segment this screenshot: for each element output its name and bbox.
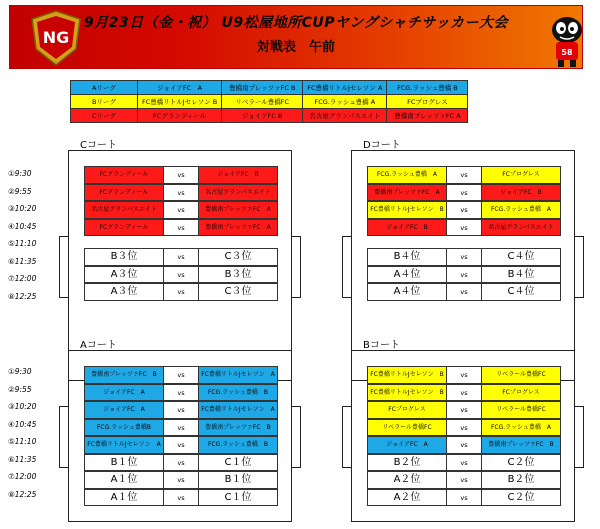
away-team: FC豊橋リトルJセレソン A: [198, 401, 278, 419]
home-placement: A３位: [84, 283, 164, 301]
home-team: リベラール豊橋FC: [367, 419, 447, 437]
goal-area-right: [575, 406, 584, 468]
away-placement: C３位: [198, 283, 278, 301]
placement-row: [84, 283, 278, 301]
league-team: FCG.ラッシュ豊橋 A: [303, 95, 387, 109]
away-team: FCプログレス: [481, 384, 561, 402]
away-team: 豊橋南プレッツァFC A: [198, 201, 278, 219]
header-banner: [9, 5, 583, 69]
vs-label: vs: [447, 384, 481, 402]
vs-label: vs: [164, 454, 198, 472]
vs-label: vs: [164, 471, 198, 489]
vs-label: vs: [164, 248, 198, 266]
placement-row: [367, 266, 561, 284]
away-team: ジョイアFC B: [481, 184, 561, 202]
time-slot: ⑥11:35: [8, 256, 37, 266]
match-row: [367, 184, 561, 202]
league-team: FC豊橋リトルJセレソン B: [138, 95, 222, 109]
match-row: [84, 436, 278, 454]
vs-label: vs: [164, 436, 198, 454]
league-team: ジョイアFC B: [222, 109, 303, 123]
court-c-title: Cコート: [80, 140, 117, 151]
vs-label: vs: [164, 184, 198, 202]
league-team: 豊橋南プレッツァFC B: [222, 81, 303, 95]
home-team: FCグランディール: [84, 219, 164, 237]
home-team: 名古屋グランパスエイト: [84, 201, 164, 219]
league-team: 豊橋南プレッツァFC A: [387, 109, 468, 123]
vs-label: vs: [447, 184, 481, 202]
placement-row: [367, 471, 561, 489]
home-placement: A２位: [367, 489, 447, 507]
time-column-bottom: [8, 363, 36, 503]
vs-label: vs: [447, 454, 481, 472]
away-placement: C２位: [481, 454, 561, 472]
placement-row: [367, 248, 561, 266]
league-name: Aリーグ: [71, 81, 138, 95]
away-team: FCプログレス: [481, 166, 561, 184]
match-row: [367, 436, 561, 454]
away-placement: B３位: [198, 266, 278, 284]
match-row: [367, 384, 561, 402]
match-row: [84, 219, 278, 237]
time-slot: ②9:55: [8, 186, 32, 196]
home-placement: A２位: [367, 471, 447, 489]
court-a-title: Aコート: [80, 340, 117, 351]
away-team: 名古屋グランパスエイト: [481, 219, 561, 237]
time-slot: ③10:20: [8, 402, 37, 411]
vs-label: vs: [447, 283, 481, 301]
home-placement: B１位: [84, 454, 164, 472]
match-row: [367, 201, 561, 219]
league-team: FCG.ラッシュ豊橋 B: [387, 81, 468, 95]
court-b: [351, 350, 575, 522]
league-team: FC豊橋リトルJセレソン A: [303, 81, 387, 95]
away-team: ジョイアFC B: [198, 166, 278, 184]
home-team: FCグランディール: [84, 184, 164, 202]
match-row: [367, 366, 561, 384]
match-row: [367, 401, 561, 419]
home-team: ジョイアFC A: [84, 384, 164, 402]
league-team: FCプログレス: [387, 95, 468, 109]
placement-row: [84, 489, 278, 507]
vs-label: vs: [164, 401, 198, 419]
away-placement: B４位: [481, 266, 561, 284]
away-team: FCG.ラッシュ豊橋 B: [198, 384, 278, 402]
vs-label: vs: [164, 489, 198, 507]
home-team: ジョイアFC B: [367, 219, 447, 237]
time-slot: ⑤11:10: [8, 239, 37, 248]
home-team: ジョイアFC A: [367, 436, 447, 454]
away-team: 豊橋南プレッツァFC B: [198, 419, 278, 437]
goal-area-right: [575, 236, 584, 298]
court-b-title: Bコート: [363, 340, 400, 351]
league-name: Cリーグ: [71, 109, 138, 123]
goal-area-right: [292, 406, 301, 468]
goal-area-left: [59, 236, 68, 298]
away-team: 豊橋南プレッツァFC A: [198, 219, 278, 237]
vs-label: vs: [447, 166, 481, 184]
league-legend: [70, 80, 468, 123]
vs-label: vs: [447, 366, 481, 384]
home-team: 豊橋南プレッツァFC A: [367, 184, 447, 202]
match-row: [84, 201, 278, 219]
vs-label: vs: [447, 419, 481, 437]
away-placement: C４位: [481, 248, 561, 266]
time-slot: ⑤11:10: [8, 437, 37, 446]
logo-text: NG: [42, 28, 70, 47]
page-title: 9月23日（金・祝） U9松屋地所CUPヤングシャチサッカー大会: [83, 15, 509, 31]
time-column-top: [8, 165, 36, 305]
league-team: FCグランディール: [138, 109, 222, 123]
away-placement: C１位: [198, 489, 278, 507]
time-slot: ④10:45: [8, 221, 37, 231]
court-a: [68, 350, 292, 522]
away-team: FCG.ラッシュ豊橋 A: [481, 201, 561, 219]
placement-row: [367, 283, 561, 301]
time-slot: ④10:45: [8, 419, 37, 429]
away-team: 豊橋南プレッツァFC B: [481, 436, 561, 454]
match-row: [84, 184, 278, 202]
court-d-title: Dコート: [363, 140, 401, 151]
league-team: 名古屋グランパスエイト: [303, 109, 387, 123]
home-placement: A３位: [84, 266, 164, 284]
home-placement: A４位: [367, 266, 447, 284]
goal-area-right: [292, 236, 301, 298]
home-team: FC豊橋リトルJセレソン B: [367, 366, 447, 384]
vs-label: vs: [447, 401, 481, 419]
goal-area-left: [342, 406, 351, 468]
vs-label: vs: [164, 266, 198, 284]
away-placement: C２位: [481, 489, 561, 507]
time-slot: ①9:30: [8, 169, 32, 178]
time-slot: ⑦12:00: [8, 472, 37, 481]
placement-row: [84, 248, 278, 266]
vs-label: vs: [164, 384, 198, 402]
vs-label: vs: [164, 166, 198, 184]
away-team: FC豊橋リトルJセレソン A: [198, 366, 278, 384]
match-row: [84, 401, 278, 419]
league-team: リベラール豊橋FC: [222, 95, 303, 109]
home-team: FCグランディール: [84, 166, 164, 184]
away-placement: B２位: [481, 471, 561, 489]
placement-row: [84, 471, 278, 489]
vs-label: vs: [164, 366, 198, 384]
match-row: [367, 219, 561, 237]
court-d: [351, 150, 575, 381]
mascot-icon: [546, 12, 588, 68]
vs-label: vs: [164, 283, 198, 301]
goal-area-left: [59, 406, 68, 468]
home-team: FC豊橋リトルJセレソン B: [367, 201, 447, 219]
home-placement: B４位: [367, 248, 447, 266]
match-row: [84, 419, 278, 437]
mascot-text: 58: [561, 48, 573, 57]
match-row: [367, 419, 561, 437]
vs-label: vs: [447, 248, 481, 266]
home-team: ジョイアFC A: [84, 401, 164, 419]
away-team: 名古屋グランパスエイト: [198, 184, 278, 202]
placement-row: [367, 489, 561, 507]
vs-label: vs: [447, 489, 481, 507]
away-placement: C３位: [198, 248, 278, 266]
league-name: Bリーグ: [71, 95, 138, 109]
goal-area-left: [342, 236, 351, 298]
away-placement: B１位: [198, 471, 278, 489]
home-team: FCG.ラッシュ豊橋 A: [367, 166, 447, 184]
home-team: FCG.ラッシュ豊橋B: [84, 419, 164, 437]
vs-label: vs: [164, 219, 198, 237]
home-placement: B２位: [367, 454, 447, 472]
away-team: リベラール豊橋FC: [481, 401, 561, 419]
vs-label: vs: [447, 266, 481, 284]
league-row-b: [71, 95, 468, 109]
placement-row: [84, 266, 278, 284]
time-slot: ①9:30: [8, 367, 32, 376]
placement-row: [367, 454, 561, 472]
time-slot: ⑥11:35: [8, 454, 37, 464]
time-slot: ⑧12:25: [8, 489, 37, 499]
vs-label: vs: [164, 201, 198, 219]
league-team: ジョイアFC A: [138, 81, 222, 95]
away-placement: C４位: [481, 283, 561, 301]
away-placement: C１位: [198, 454, 278, 472]
court-c: [68, 150, 292, 381]
away-team: リベラール豊橋FC: [481, 366, 561, 384]
vs-label: vs: [164, 419, 198, 437]
time-slot: ⑧12:25: [8, 291, 37, 301]
away-team: FCG.ラッシュ豊橋 A: [481, 419, 561, 437]
time-slot: ⑦12:00: [8, 274, 37, 283]
vs-label: vs: [447, 219, 481, 237]
home-team: FC豊橋リトルJセレソン B: [367, 384, 447, 402]
match-row: [367, 166, 561, 184]
home-placement: A４位: [367, 283, 447, 301]
vs-label: vs: [447, 436, 481, 454]
match-row: [84, 366, 278, 384]
vs-label: vs: [447, 471, 481, 489]
placement-row: [84, 454, 278, 472]
home-team: 豊橋南プレッツァFC B: [84, 366, 164, 384]
match-row: [84, 384, 278, 402]
vs-label: vs: [447, 201, 481, 219]
league-row-c: [71, 109, 468, 123]
home-team: FCプログレス: [367, 401, 447, 419]
time-slot: ③10:20: [8, 204, 37, 213]
page-subtitle: 対戦表 午前: [256, 40, 335, 55]
away-team: FCG.ラッシュ豊橋 B: [198, 436, 278, 454]
match-row: [84, 166, 278, 184]
time-slot: ②9:55: [8, 384, 32, 394]
league-row-a: [71, 81, 468, 95]
home-placement: A１位: [84, 489, 164, 507]
home-team: FC豊橋リトルJセレソン A: [84, 436, 164, 454]
home-placement: B３位: [84, 248, 164, 266]
home-placement: A１位: [84, 471, 164, 489]
